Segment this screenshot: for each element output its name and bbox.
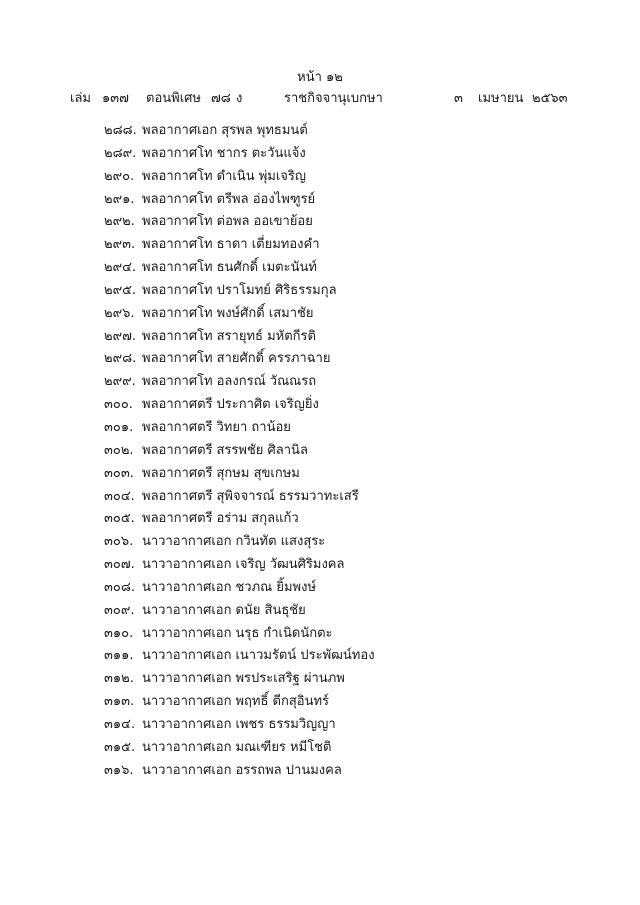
entry-number: ๓๑๖. (104, 762, 134, 778)
entry-rank: พลอากาศตรี (142, 465, 213, 481)
entry-name: สรรพชัย ศิลานิล (216, 442, 308, 458)
entry-rank: พลอากาศโท (142, 214, 213, 230)
list-item (104, 623, 375, 646)
entry-rank: นาวาอากาศเอก (142, 671, 232, 687)
list-item (104, 508, 375, 531)
entry-number: ๓๑๔. (104, 716, 136, 732)
entry-rank: นาวาอากาศเอก (142, 694, 232, 710)
name-list (104, 120, 375, 782)
entry-name: นรุธ กำเนิดนักตะ (235, 625, 333, 641)
list-item (104, 120, 375, 143)
list-item (104, 714, 375, 737)
entry-name: อรรถพล ปานมงคล (235, 762, 342, 778)
entry-rank: พลอากาศโท (142, 145, 213, 161)
entry-number: ๓๐๘. (104, 579, 135, 595)
entry-name: ปราโมทย์ ศิริธรรมกุล (216, 282, 337, 298)
entry-name: สรายุทธ์ มหัตกีรติ (216, 328, 316, 344)
entry-number: ๒๙๒. (104, 214, 135, 230)
list-item (104, 303, 375, 326)
entry-rank: พลอากาศโท (142, 328, 213, 344)
entry-name: ธนศักดิ์ เมตะนันท์ (216, 260, 317, 276)
entry-rank: พลอากาศโท (142, 260, 213, 276)
list-item (104, 737, 375, 760)
entry-name: เพชร ธรรมวิญญา (235, 716, 336, 732)
entry-name: ชวภณ ยิ้มพงษ์ (235, 579, 317, 595)
gazette-header (70, 87, 590, 105)
entry-number: ๒๙๙. (104, 374, 136, 390)
entry-number: ๒๙๓. (104, 237, 136, 253)
list-item (104, 348, 375, 371)
entry-rank: นาวาอากาศเอก (142, 602, 232, 618)
entry-rank: พลอากาศโท (142, 305, 213, 321)
entry-name: กวินทัต แสงสุระ (235, 534, 326, 550)
section-number: ๗๘ (211, 91, 231, 106)
list-item (104, 211, 375, 234)
entry-rank: นาวาอากาศเอก (142, 762, 232, 778)
list-item (104, 280, 375, 303)
list-item (104, 645, 375, 668)
entry-number: ๓๐๔. (104, 488, 135, 504)
entry-name: ชากร ตะวันแจ้ง (216, 145, 306, 161)
entry-name: ดนัย สินธุชัย (235, 602, 306, 618)
entry-name: ประกาศิต เจริญยิ่ง (216, 397, 319, 413)
entry-name: วิทยา ถาน้อย (216, 419, 291, 435)
entry-number: ๒๙๐. (104, 168, 135, 184)
list-item (104, 486, 375, 509)
entry-number: ๒๙๔. (104, 260, 137, 276)
list-item (104, 371, 375, 394)
entry-rank: นาวาอากาศเอก (142, 739, 232, 755)
entry-number: ๓๐๖. (104, 534, 134, 550)
entry-name: เจริญ วัฒนศิริมงคล (235, 557, 345, 573)
entry-name: มณเฑียร หมีโชติ (235, 739, 332, 755)
entry-rank: พลอากาศตรี (142, 442, 213, 458)
entry-rank: พลอากาศโท (142, 351, 213, 367)
entry-rank: พลอากาศโท (142, 191, 213, 207)
entry-name: สุพิจจารณ์ ธรรมวาทะเสรี (216, 488, 359, 504)
entry-number: ๓๐๕. (104, 511, 135, 527)
list-item (104, 463, 375, 486)
list-item (104, 668, 375, 691)
entry-number: ๒๙๘. (104, 351, 137, 367)
entry-rank: นาวาอากาศเอก (142, 534, 232, 550)
entry-number: ๓๐๒. (104, 442, 134, 458)
entry-rank: นาวาอากาศเอก (142, 579, 232, 595)
entry-name: พฤทธิ์ ตีกสุอินทร์ (235, 694, 330, 710)
entry-name: สายศักดิ์ ครรภาฉาย (216, 351, 331, 367)
entry-number: ๒๘๙. (104, 145, 137, 161)
entry-number: ๓๑๕. (104, 739, 136, 755)
entry-rank: นาวาอากาศเอก (142, 716, 232, 732)
list-item (104, 417, 375, 440)
entry-rank: พลอากาศตรี (142, 419, 213, 435)
entry-number: ๓๐๓. (104, 465, 134, 481)
section-letter: ง (236, 91, 243, 106)
entry-number: ๓๐๙. (104, 602, 135, 618)
entry-number: ๓๑๒. (104, 671, 134, 687)
list-item (104, 143, 375, 166)
entry-number: ๒๙๕. (104, 282, 137, 298)
section-label: ตอนพิเศษ (146, 91, 201, 106)
entry-name: พรประเสริฐ ผ่านภพ (235, 671, 345, 687)
list-item (104, 257, 375, 280)
entry-number: ๓๑๐. (104, 625, 134, 641)
page-number: หน้า ๑๒ (297, 70, 343, 85)
volume-label: เล่ม (70, 91, 91, 106)
list-item (104, 166, 375, 189)
list-item (104, 440, 375, 463)
entry-number: ๒๙๑. (104, 191, 135, 207)
list-item (104, 234, 375, 257)
entry-number: ๓๑๓. (104, 694, 135, 710)
entry-name: เนาวมรัตน์ ประพัฒน์ทอง (235, 648, 375, 664)
entry-rank: พลอากาศโท (142, 237, 213, 253)
list-item (104, 577, 375, 600)
entry-name: ต่อพล ออเขาย้อย (216, 214, 313, 230)
entry-rank: นาวาอากาศเอก (142, 557, 232, 573)
list-item (104, 394, 375, 417)
entry-name: ตรีพล อ่องไพฑูรย์ (216, 191, 316, 207)
date-year: ๒๕๖๓ (532, 91, 568, 106)
date-day: ๓ (454, 91, 463, 106)
entry-name: พงษ์ศักดิ์ เสมาชัย (216, 305, 314, 321)
volume-number: ๑๓๗ (102, 91, 129, 106)
date-month: เมษายน (478, 91, 524, 106)
entry-rank: พลอากาศเอก (142, 123, 218, 138)
entry-number: ๒๙๖. (104, 305, 135, 321)
entry-rank: พลอากาศโท (142, 168, 213, 184)
entry-name: ธาดา เตี่ยมทองคำ (216, 237, 320, 253)
entry-number: ๒๘๘. (104, 123, 137, 138)
entry-name: อลงกรณ์ วัณณรถ (216, 374, 317, 390)
entry-name: ดำเนิน พุ่มเจริญ (216, 168, 306, 184)
list-item (104, 600, 375, 623)
entry-number: ๓๐๑. (104, 419, 134, 435)
list-item (104, 760, 375, 783)
entry-rank: พลอากาศโท (142, 282, 213, 298)
entry-rank: พลอากาศโท (142, 374, 213, 390)
entry-number: ๓๐๐. (104, 397, 133, 413)
entry-rank: พลอากาศตรี (142, 488, 213, 504)
entry-name: สุรพล พุทธมนต์ (221, 123, 308, 138)
entry-name: อร่าม สกุลแก้ว (216, 511, 299, 527)
gazette-name: ราชกิจจานุเบกษา (284, 91, 383, 106)
entry-rank: นาวาอากาศเอก (142, 625, 232, 641)
entry-rank: นาวาอากาศเอก (142, 648, 232, 664)
list-item (104, 554, 375, 577)
list-item (104, 691, 375, 714)
list-item (104, 531, 375, 554)
entry-rank: พลอากาศตรี (142, 511, 213, 527)
entry-number: ๓๑๑. (104, 648, 134, 664)
entry-number: ๓๐๗. (104, 557, 135, 573)
list-item (104, 189, 375, 212)
entry-number: ๒๙๗. (104, 328, 136, 344)
list-item (104, 326, 375, 349)
entry-name: สุกษม สุขเกษม (216, 465, 300, 481)
entry-rank: พลอากาศตรี (142, 397, 213, 413)
